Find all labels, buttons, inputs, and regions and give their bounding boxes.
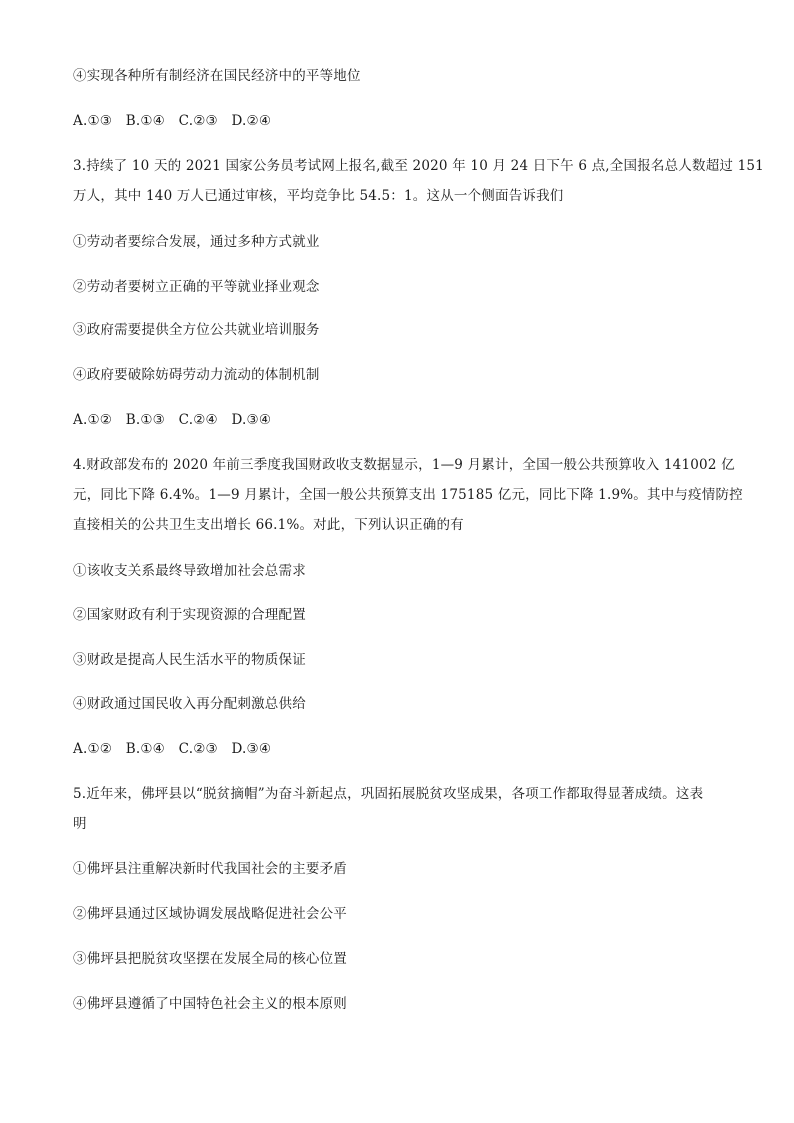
q2-option-4: ④实现各种所有制经济在国民经济中的平等地位 (73, 68, 361, 84)
q3-stem-line-2: 万人，其中 140 万人已通过审核，平均竞争比 54.5：1。这从一个侧面告诉我们 (73, 188, 564, 204)
q3-option-2: ②劳动者要树立正确的平等就业择业观念 (73, 279, 320, 295)
q3-option-3: ③政府需要提供全方位公共就业培训服务 (73, 322, 320, 338)
q5-stem-line-2: 明 (73, 816, 87, 832)
q4-option-2: ②国家财政有利于实现资源的合理配置 (73, 607, 306, 623)
q4-answer-choices: A.①② B.①④ C.②③ D.③④ (73, 741, 272, 757)
q4-option-4: ④财政通过国民收入再分配刺激总供给 (73, 696, 306, 712)
q5-option-3: ③佛坪县把脱贫攻坚摆在发展全局的核心位置 (73, 951, 347, 967)
q3-answer-choices: A.①② B.①③ C.②④ D.③④ (73, 412, 272, 428)
q4-option-1: ①该收支关系最终导致增加社会总需求 (73, 563, 306, 579)
q5-option-1: ①佛坪县注重解决新时代我国社会的主要矛盾 (73, 861, 347, 877)
q4-stem-line-2: 元，同比下降 6.4%。1—9 月累计，全国一般公共预算支出 175185 亿元，同比下降 1.9%。其中与疫情防控 (73, 487, 743, 503)
q3-stem-line-1: 3.持续了 10 天的 2021 国家公务员考试网上报名,截至 2020 年 10 月 24 日下午 6 点,全国报名总人数超过 151 (73, 158, 764, 174)
q3-option-4: ④政府要破除妨碍劳动力流动的体制机制 (73, 367, 320, 383)
q5-option-4: ④佛坪县遵循了中国特色社会主义的根本原则 (73, 996, 347, 1012)
q3-option-1: ①劳动者要综合发展，通过多种方式就业 (73, 234, 320, 250)
q4-option-3: ③财政是提高人民生活水平的物质保证 (73, 652, 306, 668)
q4-stem-line-3: 直接相关的公共卫生支出增长 66.1%。对此，下列认识正确的有 (73, 517, 464, 533)
q5-stem-line-1: 5.近年来，佛坪县以“脱贫摘帽”为奋斗新起点，巩固拓展脱贫攻坚成果，各项工作都取得显著成绩。这表 (73, 786, 704, 802)
q2-answer-choices: A.①③ B.①④ C.②③ D.②④ (73, 113, 272, 129)
q4-stem-line-1: 4.财政部发布的 2020 年前三季度我国财政收支数据显示，1—9 月累计，全国一般公共预算收入 141002 亿 (73, 457, 735, 473)
q5-option-2: ②佛坪县通过区域协调发展战略促进社会公平 (73, 906, 347, 922)
